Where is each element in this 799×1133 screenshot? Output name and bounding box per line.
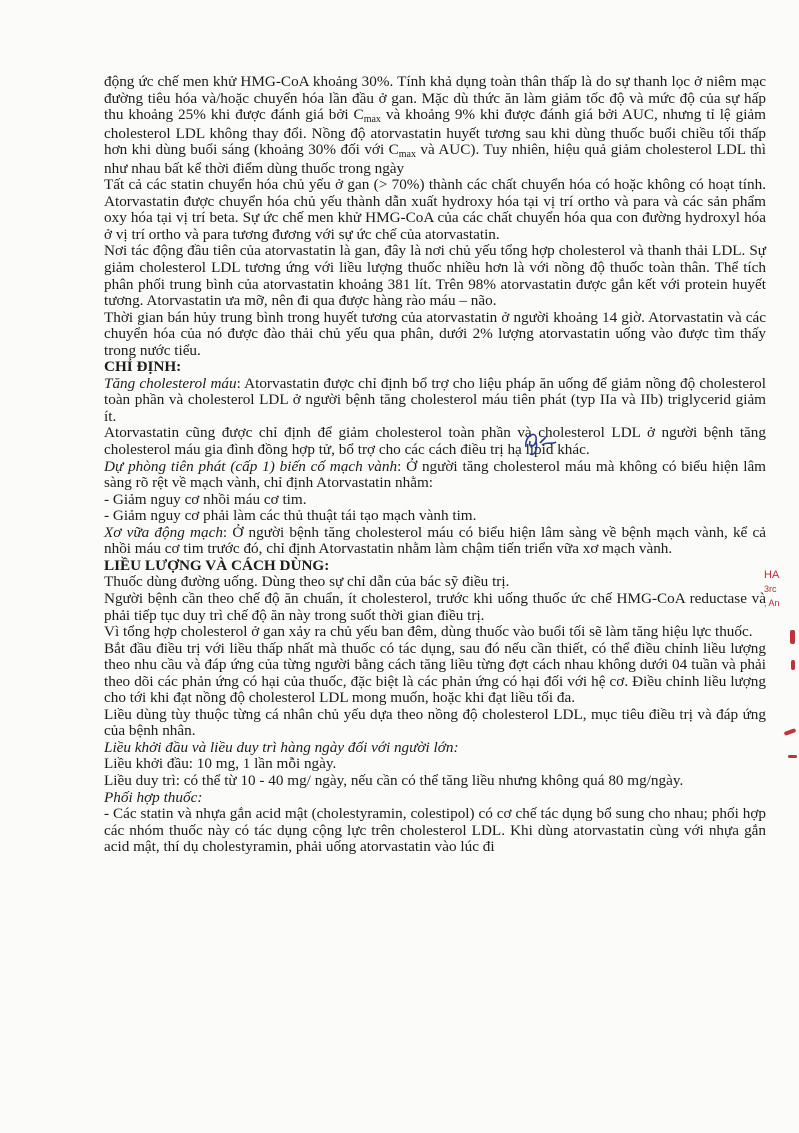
dosage-paragraph: Liều duy trì: có thể từ 10 - 40 mg/ ngày, nếu cần có thể tăng liều nhưng không quá 80 mg/ngày. bbox=[104, 771, 684, 789]
dosage-paragraph: Liều khởi đầu: 10 mg, 1 lần mỗi ngày. bbox=[104, 755, 337, 773]
dosage-subheading-combination: Phối hợp thuốc: bbox=[104, 788, 203, 806]
section-heading-indications: CHỈ ĐỊNH: bbox=[104, 358, 182, 376]
indication-primary-prevention: Dự phòng tiên phát (cấp 1) biến cố mạch vành: Ở người tăng cholesterol máu mà không có biểu hiện lâm sàng rõ rệt về mạch vành, chỉ định Atorvastatin nhằm: bbox=[104, 457, 766, 492]
document-body bbox=[104, 74, 766, 856]
section-heading-dosage: LIỀU LƯỢNG VÀ CÁCH DÙNG: bbox=[104, 556, 330, 574]
indication-atherosclerosis: Xơ vữa động mạch: Ở người bệnh tăng cholesterol máu có biểu hiện lâm sàng về bệnh mạch vành, kể cả nhồi máu cơ tim trước đó, chỉ định Atorvastatin nhằm làm chậm tiến triển vữa xơ mạch vành. bbox=[104, 523, 766, 558]
pharmacokinetics-paragraph-1: động ức chế men khử HMG-CoA khoảng 30%. Tính khả dụng toàn thân thấp là do sự thanh lọc ở niêm mạc đường tiêu hóa và/hoặc chuyển hóa lần đầu ở gan. Mặc dù thức ăn làm giảm tốc độ và mức độ của sự hấp thu khoảng 25% khi được đánh giá bởi Cmax và khoảng 9% khi được đánh giá bởi AUC, nhưng tỉ lệ giảm cholesterol LDL không thay đổi. Nồng độ atorvastatin huyết tương sau khi dùng thuốc buổi chiều tối thấp hơn khi dùng buổi sáng (khoảng 30% đối với Cmax và AUC). Tuy nhiên, hiệu quả giảm cholesterol LDL thì như nhau bất kể thời điểm dùng thuốc trong ngày bbox=[104, 73, 766, 177]
dosage-paragraph: Vì tổng hợp cholesterol ở gan xảy ra chủ yếu ban đêm, dùng thuốc vào buổi tối sẽ làm tăng hiệu lực thuốc. bbox=[104, 623, 753, 641]
cmax-subscript: max bbox=[398, 149, 416, 161]
stamp-mark bbox=[791, 660, 795, 670]
dosage-paragraph: Người bệnh cần theo chế độ ăn chuẩn, ít cholesterol, trước khi uống thuốc ức chế HMG-CoA reductase và phải tiếp tục duy trì chế độ ăn này trong suốt thời gian điều trị. bbox=[104, 589, 766, 624]
indication-hypercholesterolemia: Tăng cholesterol máu: Atorvastatin được chỉ định bổ trợ cho liệu pháp ăn uống để giảm nồng độ cholesterol toàn phần và cholesterol LDL ở người bệnh tăng cholesterol máu tiên phát (typ IIa và IIb) triglycerid giảm ít. bbox=[104, 374, 766, 425]
dosage-subheading-adults: Liều khởi đầu và liều duy trì hàng ngày đối với người lớn: bbox=[104, 738, 459, 756]
indication-familial: Atorvastatin cũng được chỉ định để giảm cholesterol toàn phần và cholesterol LDL ở người bệnh tăng cholesterol máu gia đình đồng hợp tử, bổ trợ cho các cách điều trị hạ lipid khác. bbox=[104, 424, 766, 459]
stamp-text: , An bbox=[764, 598, 780, 608]
stamp-mark bbox=[788, 755, 797, 758]
distribution-paragraph: Nơi tác động đầu tiên của atorvastatin là gan, đây là nơi chủ yếu tổng hợp cholesterol và thanh thải LDL. Sự giảm cholesterol LDL tương ứng với liều lượng thuốc nhiều hơn là với nồng độ thuốc toàn thân. Thể tích phân phối trung bình của atorvastatin khoảng 381 lít. Trên 98% atorvastatin được gắn kết với protein huyết tương. Atorvastatin ưa mỡ, nên đi qua được hàng rào máu – não. bbox=[104, 242, 766, 310]
stamp-text: 3rc bbox=[764, 584, 777, 594]
cmax-subscript: max bbox=[363, 114, 381, 126]
handwritten-initials bbox=[520, 427, 560, 457]
stamp-mark bbox=[790, 630, 795, 644]
stamp-fragment bbox=[764, 568, 799, 610]
stamp-mark bbox=[784, 728, 797, 736]
indication-bullet: - Giảm nguy cơ nhồi máu cơ tim. bbox=[104, 490, 307, 508]
indication-bullet: - Giảm nguy cơ phải làm các thủ thuật tái tạo mạch vành tim. bbox=[104, 507, 477, 525]
dosage-paragraph: Bắt đầu điều trị với liều thấp nhất mà thuốc có tác dụng, sau đó nếu cần thiết, có thể điều chỉnh liều lượng theo nhu cầu và đáp ứng của từng người bằng cách tăng liều từng đợt cách nhau không dưới 04 tuần và phải theo dõi các phản ứng có hại của thuốc, đặc biệt là các phản ứng có hại đối với hệ cơ. Điều chỉnh liều lượng cho tới khi đạt nồng độ cholesterol LDL mong muốn, hoặc khi đạt liều tối đa. bbox=[104, 639, 766, 707]
metabolism-paragraph: Tất cả các statin chuyển hóa chủ yếu ở gan (> 70%) thành các chất chuyển hóa có hoặc không có hoạt tính. Atorvastatin được chuyển hóa chủ yếu thành dẫn xuất hydroxy hóa tại vị trí ortho và para và các sản phẩm oxy hóa tại vị trí beta. Sự ức chế men khử HMG-CoA của các chất chuyển hóa qua con đường hydroxyl hóa ở vị trí ortho và para tương đương với sự ức chế của atorvastatin. bbox=[104, 176, 766, 243]
stamp-text: HA bbox=[764, 569, 780, 581]
dosage-paragraph: - Các statin và nhựa gắn acid mật (cholestyramin, colestipol) có cơ chế tác dụng bổ sung cho nhau; phối hợp các nhóm thuốc này có tác dụng cộng lực trên cholesterol LDL. Khi dùng atorvastatin cùng với nhựa gắn acid mật, thí dụ cholestyramin, phải uống atorvastatin vào lúc đi bbox=[104, 805, 766, 856]
dosage-paragraph: Thuốc dùng đường uống. Dùng theo sự chỉ dẫn của bác sỹ điều trị. bbox=[104, 573, 510, 591]
elimination-paragraph: Thời gian bán hủy trung bình trong huyết tương của atorvastatin ở người khoảng 14 giờ. Atorvastatin và các chuyển hóa của nó được đào thải chủ yếu qua phân, dưới 2% lượng atorvastatin uống vào được tìm thấy trong nước tiểu. bbox=[104, 308, 766, 359]
dosage-paragraph: Liều dùng tùy thuộc từng cá nhân chủ yếu dựa theo nồng độ cholesterol LDL, mục tiêu điều trị và đáp ứng của bệnh nhân. bbox=[104, 705, 766, 740]
